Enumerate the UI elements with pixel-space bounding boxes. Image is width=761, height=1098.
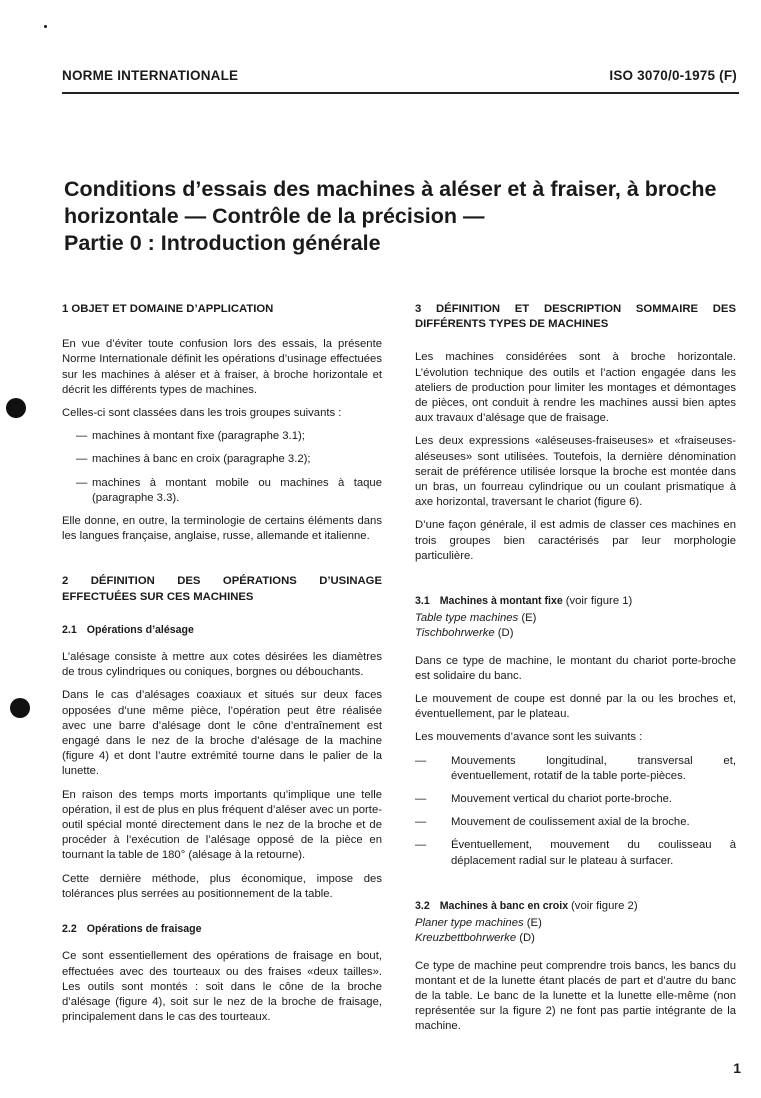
section-2-1-paragraph-1: L’alésage consiste à mettre aux cotes désirées les diamètres de trous cylindriques ou coniques, borgnes ou débouchants. xyxy=(62,651,382,679)
section-1-paragraph-1: En vue d’éviter toute confusion lors des essais, la présente Norme Internationale définit les opérations d’usinage effectuées sur les machines à aléser et à fraiser, à broche horizontale et décrit les différents types de machines. xyxy=(62,338,382,396)
section-3-1-paragraph-2: Le mouvement de coupe est donné par la ou les broches et, éventuellement, par le plateau. xyxy=(415,693,736,721)
header-standard-number: ISO 3070/0-1975 (F) xyxy=(609,68,737,83)
section-1-heading: 1 OBJET ET DOMAINE D’APPLICATION xyxy=(62,303,274,315)
left-column xyxy=(62,302,382,1033)
right-column xyxy=(415,302,736,1043)
list-item-text: machines à montant fixe (paragraphe 3.1); xyxy=(92,430,305,443)
header-standard-type: NORME INTERNATIONALE xyxy=(62,68,239,83)
speck xyxy=(44,25,47,28)
section-1-paragraph-3: Elle donne, en outre, la terminologie de certains éléments dans les langues française, anglaise, russe, allemande et italienne. xyxy=(62,515,382,543)
dash-mark: — xyxy=(76,476,88,489)
section-3-heading: 3 DÉFINITION ET DESCRIPTION SOMMAIRE DES DIFFÉRENTS TYPES DE MACHINES xyxy=(415,303,736,331)
list-item xyxy=(415,838,736,868)
section-title: Opérations de fraisage xyxy=(86,923,202,936)
english-term xyxy=(415,916,736,931)
section-2-1-paragraph-3: En raison des temps morts importants qu’implique une telle opération, il est de plus en plus fréquent d’aléser avec un porte-outil spécial monté directement dans le nez de la broche et de procéder à l’exécution de l’alésage opposé de la pièce en tournant la table de 180° (alésage à la retourne). xyxy=(62,788,382,862)
figure-reference: (voir figure 2) xyxy=(571,899,638,912)
language-tag: (E) xyxy=(526,917,542,930)
list-item xyxy=(415,792,736,807)
section-3-paragraph-3: D’une façon générale, il est admis de classer ces machines en trois groupes bien caractérisés par leur morphologie particulière. xyxy=(415,519,736,562)
dash-mark: — xyxy=(415,816,427,829)
dash-mark: — xyxy=(415,793,427,806)
dash-mark: — xyxy=(415,839,427,852)
term-text: Tischbohrwerke xyxy=(415,627,495,640)
dash-mark: — xyxy=(415,754,427,767)
document-title xyxy=(64,176,754,257)
language-tag: (D) xyxy=(519,932,535,945)
list-item xyxy=(62,429,382,444)
list-item xyxy=(415,754,736,784)
section-1-paragraph-2: Celles-ci sont classées dans les trois groupes suivants : xyxy=(62,407,342,420)
section-2-heading: 2 DÉFINITION DES OPÉRATIONS D’USINAGE EFFECTUÉES SUR CES MACHINES xyxy=(62,575,382,603)
term-text: Planer type machines xyxy=(415,917,524,930)
list-item xyxy=(62,452,382,467)
binder-hole-top xyxy=(6,398,26,418)
header-rule xyxy=(62,92,739,94)
title-line-1: Conditions d’essais des machines à aléser et à fraiser, à broche xyxy=(64,177,717,201)
section-3-1-heading xyxy=(415,594,736,609)
list-item-text: Mouvement vertical du chariot porte-broche. xyxy=(451,793,673,806)
binder-hole-bottom xyxy=(10,698,30,718)
section-3-paragraph-2: Les deux expressions «aléseuses-fraiseuses» et «fraiseuses-aléseuses» sont utilisées. Toutefois, la dernière dénomination serait de préférence utilisée lorsque la broche est montée dans un bras, un fourreau cylindrique ou un coulant prismatique à axe horizontal, traversant le chariot (figure 6). xyxy=(415,435,736,509)
list-item xyxy=(62,476,382,506)
list-item-text: Mouvements longitudinal, transversal et, éventuellement, rotatif de la table porte-pièces. xyxy=(451,754,736,782)
section-title: Machines à banc en croix xyxy=(439,899,569,912)
section-number: 3.1 xyxy=(415,595,430,608)
section-3-paragraph-1: Les machines considérées sont à broche horizontale. L’évolution technique des outils et l’action engagée dans les ateliers de production pour limiter les montages et démontages de pièces, ont conduit à rendre les machines aussi bien aptes aux travaux d’alésage que de fraisage. xyxy=(415,351,736,425)
term-text: Table type machines xyxy=(415,612,519,625)
section-3-2-heading xyxy=(415,899,736,914)
section-3-1-paragraph-3: Les mouvements d’avance sont les suivants : xyxy=(415,731,643,744)
term-text: Kreuzbettbohrwerke xyxy=(415,932,517,945)
title-line-3: Partie 0 : Introduction générale xyxy=(64,231,381,255)
language-tag: (D) xyxy=(497,627,514,640)
language-tag: (E) xyxy=(521,612,537,625)
page-number: 1 xyxy=(733,1060,741,1076)
list-item-text: Mouvement de coulissement axial de la broche. xyxy=(451,816,690,829)
section-title: Opérations d’alésage xyxy=(86,623,194,636)
list-item xyxy=(415,815,736,830)
title-line-2: horizontale — Contrôle de la précision — xyxy=(64,204,485,228)
list-item-text: Éventuellement, mouvement du coulisseau à déplacement radial sur le plateau à surfacer. xyxy=(451,839,736,867)
section-3-1-paragraph-1: Dans ce type de machine, le montant du chariot porte-broche est solidaire du banc. xyxy=(415,654,736,682)
german-term xyxy=(415,626,736,641)
section-2-1-paragraph-2: Dans le cas d’alésages coaxiaux et situés sur deux faces opposées d’une même pièce, l’opération peut être réalisée avec une barre d’alésage dont le cône d’entraînement est engagé dans le nez de la broche d’alésage de la machine (figure 4) et dont l’autre extrémité tourne dans le palier de la lunette. xyxy=(62,689,382,778)
german-term xyxy=(415,931,736,946)
section-title: Machines à montant fixe xyxy=(439,595,563,608)
section-2-1-paragraph-4: Cette dernière méthode, plus économique, impose des tolérances plus serrées au positionnement de la table. xyxy=(62,872,382,900)
list-item-text: machines à montant mobile ou machines à taque (paragraphe 3.3). xyxy=(92,476,382,504)
dash-mark: — xyxy=(76,453,88,466)
english-term xyxy=(415,611,736,626)
section-3-2-paragraph-1: Ce type de machine peut comprendre trois bancs, les bancs du montant et de la lunette étant placés de part et d’autre du banc de la table. Le banc de la lunette et la lunette elle-même (non représentée sur la figure 2) ne font pas partie intégrante de la machine. xyxy=(415,959,736,1033)
section-number: 2.1 xyxy=(62,623,77,636)
section-number: 3.2 xyxy=(415,899,430,912)
dash-mark: — xyxy=(76,430,88,443)
section-number: 2.2 xyxy=(62,923,77,936)
section-2-2-paragraph-1: Ce sont essentiellement des opérations de fraisage en bout, effectuées avec des tourteaux ou des fraises «deux tailles». Les outils sont montés : soit dans le cône de la broche d’alésage (figure 4), soit sur le nez de la broche de fraisage, principalement dans le cas des tourteaux. xyxy=(62,950,382,1024)
figure-reference: (voir figure 1) xyxy=(565,595,633,608)
section-2-1-heading xyxy=(62,623,382,638)
list-item-text: machines à banc en croix (paragraphe 3.2); xyxy=(92,453,311,466)
section-2-2-heading xyxy=(62,922,382,937)
